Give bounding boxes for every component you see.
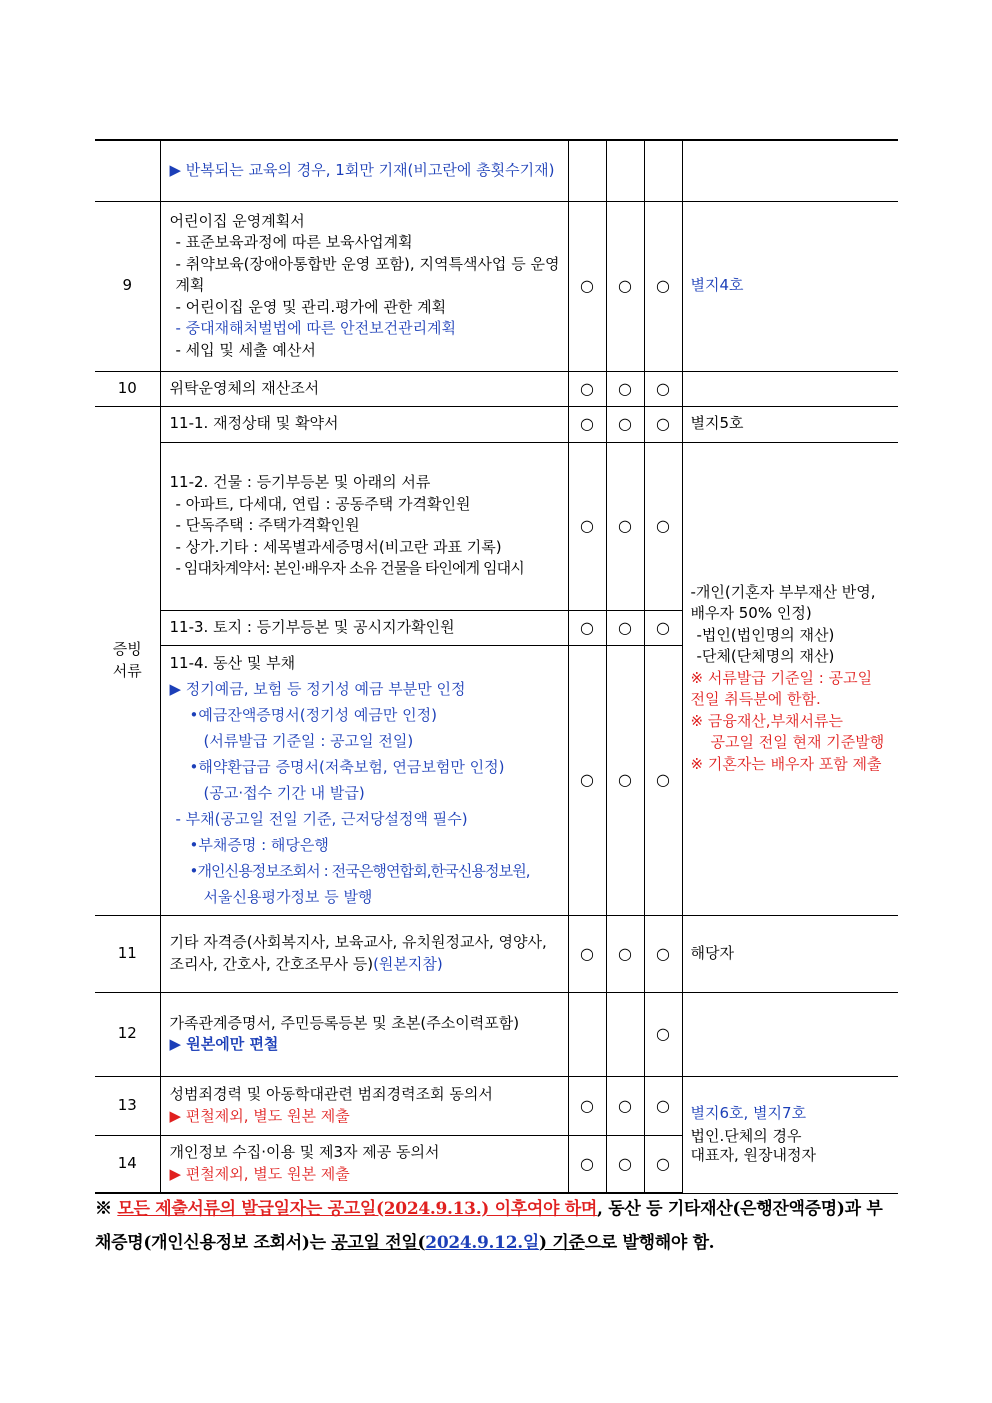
remark-line: 법인.단체의 경우 — [690, 1127, 802, 1145]
proof-documents-label — [95, 406, 160, 915]
check-mark: ○ — [568, 1076, 606, 1135]
check-mark: ○ — [644, 201, 682, 371]
table-row — [95, 992, 898, 1076]
remark-cell — [682, 992, 898, 1076]
item-description: 11-3. 토지 : 등기부등본 및 공시지가확인원 — [160, 610, 568, 645]
item-description: 11-1. 재정상태 및 확약서 — [160, 406, 568, 442]
item-note: ▶ 원본에만 편철 — [169, 1035, 279, 1053]
item-detail: - 상가.기타 : 세목별과세증명서(비고란 과표 기록) — [175, 537, 502, 556]
item-title: 어린이집 운영계획서 — [169, 211, 305, 230]
row-number: 11 — [95, 915, 160, 992]
remark-cell — [682, 371, 898, 406]
item-title: 성범죄경력 및 아동학대관련 범죄경력조회 동의서 — [169, 1085, 493, 1103]
item-description — [160, 645, 568, 915]
item-detail: •부채증명 : 해당은행 — [189, 836, 329, 854]
item-detail: •해약환급금 증명서(저축보험, 연금보험만 인정) — [189, 758, 505, 776]
notice-date-rule: 모든 제출서류의 발급일자는 공고일(2024.9.13.) 이후여야 하며 — [117, 1199, 598, 1219]
check-mark: ○ — [644, 1076, 682, 1135]
remark-line: 공고일 전일 현재 기준발행 — [710, 733, 885, 752]
remark-cell: 별지4호 — [682, 201, 898, 371]
notice-text: 공고일 전일( — [331, 1233, 426, 1253]
check-mark: ○ — [606, 201, 644, 371]
remark-line: 대표자, 원장내정자 — [690, 1146, 816, 1164]
item-description — [160, 992, 568, 1076]
item-detail: (공고·접수 기간 내 발급) — [203, 784, 365, 802]
table-row — [95, 915, 898, 992]
check-mark — [606, 992, 644, 1076]
notice-text: , 동산 등 기타재산(은행잔액증명)과 부채증명(개인신용정보 조회서)는 — [95, 1199, 883, 1253]
check-mark: ○ — [568, 201, 606, 371]
table-row — [95, 1076, 898, 1135]
item-title: 개인정보 수집·이용 및 제3자 제공 동의서 — [169, 1143, 440, 1162]
notice-mark: ※ — [95, 1199, 118, 1219]
item-detail: - 임대차계약서: 본인·배우자 소유 건물을 타인에게 임대시 — [175, 559, 524, 578]
item-detail: - 단독주택 : 주택가격확인원 — [175, 516, 360, 535]
check-mark: ○ — [568, 406, 606, 442]
item-description — [160, 915, 568, 992]
item-title: 기타 자격증(사회복지사, 보육교사, 유치원정교사, 영양사, — [169, 933, 547, 951]
item-detail: - 세입 및 세출 예산서 — [175, 340, 316, 359]
proof-remark-cell — [682, 442, 898, 915]
item-detail: - 부채(공고일 전일 기준, 근저당설정액 필수) — [175, 810, 468, 828]
check-mark: ○ — [568, 645, 606, 915]
item-description — [160, 1135, 568, 1193]
item-description — [160, 1076, 568, 1135]
item-description — [160, 442, 568, 610]
item-detail: ▶ 정기예금, 보험 등 정기성 예금 부분만 인정 — [169, 680, 466, 698]
check-mark: ○ — [644, 442, 682, 610]
item-detail: - 중대재해처벌법에 따른 안전보건관리계획 — [175, 319, 457, 338]
item-detail: - 취약보육(장애아통합반 운영 포함), 지역특색사업 등 운영 계획 — [175, 254, 560, 295]
item-detail: - 표준보육과정에 따른 보육사업계획 — [175, 233, 413, 252]
check-mark: ○ — [644, 1135, 682, 1193]
check-mark: ○ — [606, 406, 644, 442]
row-number: 9 — [95, 201, 160, 371]
notice-base-date: 2024.9.12.일 — [425, 1233, 539, 1253]
check-mark: ○ — [568, 1135, 606, 1193]
remark-line: 전일 취득분에 한함. — [690, 690, 821, 709]
check-mark: ○ — [606, 1076, 644, 1135]
table-row — [95, 201, 898, 371]
remark-cell: 해당자 — [682, 915, 898, 992]
remark-line: -단체(단체명의 재산) — [696, 647, 835, 666]
item-description: 위탁운영체의 재산조서 — [160, 371, 568, 406]
remark-line: -법인(법인명의 재산) — [696, 625, 835, 644]
check-mark: ○ — [644, 406, 682, 442]
remark-cell — [682, 140, 898, 201]
row-number: 12 — [95, 992, 160, 1076]
notice-text: ) 기준 — [538, 1233, 585, 1253]
row-number: 14 — [95, 1135, 160, 1193]
check-mark: ○ — [568, 442, 606, 610]
check-mark: ○ — [606, 915, 644, 992]
table-row — [95, 406, 898, 442]
item-detail: - 아파트, 다세대, 연립 : 공동주택 가격확인원 — [175, 494, 471, 513]
table-row — [95, 140, 898, 201]
item-description — [160, 201, 568, 371]
item-detail: 조리사, 간호사, 간호조무사 등) — [169, 954, 374, 973]
check-mark: ○ — [606, 645, 644, 915]
check-mark: ○ — [606, 371, 644, 406]
item-note: ▶ 편철제외, 별도 원본 제출 — [169, 1164, 350, 1183]
remark-line: ※ 기혼자는 배우자 포함 제출 — [690, 754, 882, 773]
check-mark: ○ — [644, 610, 682, 645]
remark-line: ※ 금융재산,부채서류는 — [690, 711, 844, 730]
notice-text: 으로 발행해야 함. — [584, 1233, 715, 1253]
item-note: (원본지참) — [373, 954, 443, 973]
row-number: 10 — [95, 371, 160, 406]
footer-notice — [95, 1192, 895, 1260]
check-mark: ○ — [606, 1135, 644, 1193]
check-cell — [568, 140, 606, 201]
item-detail: •예금잔액증명서(정기성 예금만 인정) — [189, 706, 437, 724]
item-detail: - 어린이집 운영 및 관리.평가에 관한 계획 — [175, 297, 447, 316]
document-table — [95, 139, 898, 1194]
proof-label-line: 서류 — [112, 661, 142, 680]
row-number: 13 — [95, 1076, 160, 1135]
check-mark: ○ — [644, 992, 682, 1076]
item-description — [160, 140, 568, 201]
check-cell — [644, 140, 682, 201]
proof-label-line: 증빙 — [112, 640, 142, 658]
item-note: ▶ 편철제외, 별도 원본 제출 — [169, 1106, 350, 1125]
item-title: 11-4. 동산 및 부채 — [169, 654, 296, 672]
remark-line: 별지6호, 별지7호 — [690, 1104, 807, 1122]
check-mark: ○ — [644, 645, 682, 915]
row-number — [95, 140, 160, 201]
check-mark: ○ — [568, 915, 606, 992]
item-detail: •개인신용정보조회서 : 전국은행연합회,한국신용정보원, — [189, 862, 530, 880]
item-title: 11-2. 건물 : 등기부등본 및 아래의 서류 — [169, 473, 431, 492]
item-title: 가족관계증명서, 주민등록등본 및 초본(주소이력포함) — [169, 1013, 520, 1032]
remark-line: 배우자 50% 인정) — [690, 604, 812, 623]
item-detail: (서류발급 기준일 : 공고일 전일) — [203, 732, 414, 750]
item-note: ▶ 반복되는 교육의 경우, 1회만 기재(비고란에 총횟수기재) — [169, 161, 555, 179]
remark-line: -개인(기혼자 부부재산 반영, — [690, 582, 876, 601]
check-mark: ○ — [568, 371, 606, 406]
table-row — [95, 371, 898, 406]
remark-line: ※ 서류발급 기준일 : 공고일 — [690, 668, 873, 687]
table-row — [95, 442, 898, 610]
check-cell — [606, 140, 644, 201]
check-mark: ○ — [568, 610, 606, 645]
check-mark: ○ — [606, 442, 644, 610]
remark-cell — [682, 1076, 898, 1193]
remark-cell: 별지5호 — [682, 406, 898, 442]
check-mark — [568, 992, 606, 1076]
check-mark: ○ — [644, 915, 682, 992]
check-mark: ○ — [644, 371, 682, 406]
check-mark: ○ — [606, 610, 644, 645]
item-detail: 서울신용평가정보 등 발행 — [203, 888, 373, 906]
